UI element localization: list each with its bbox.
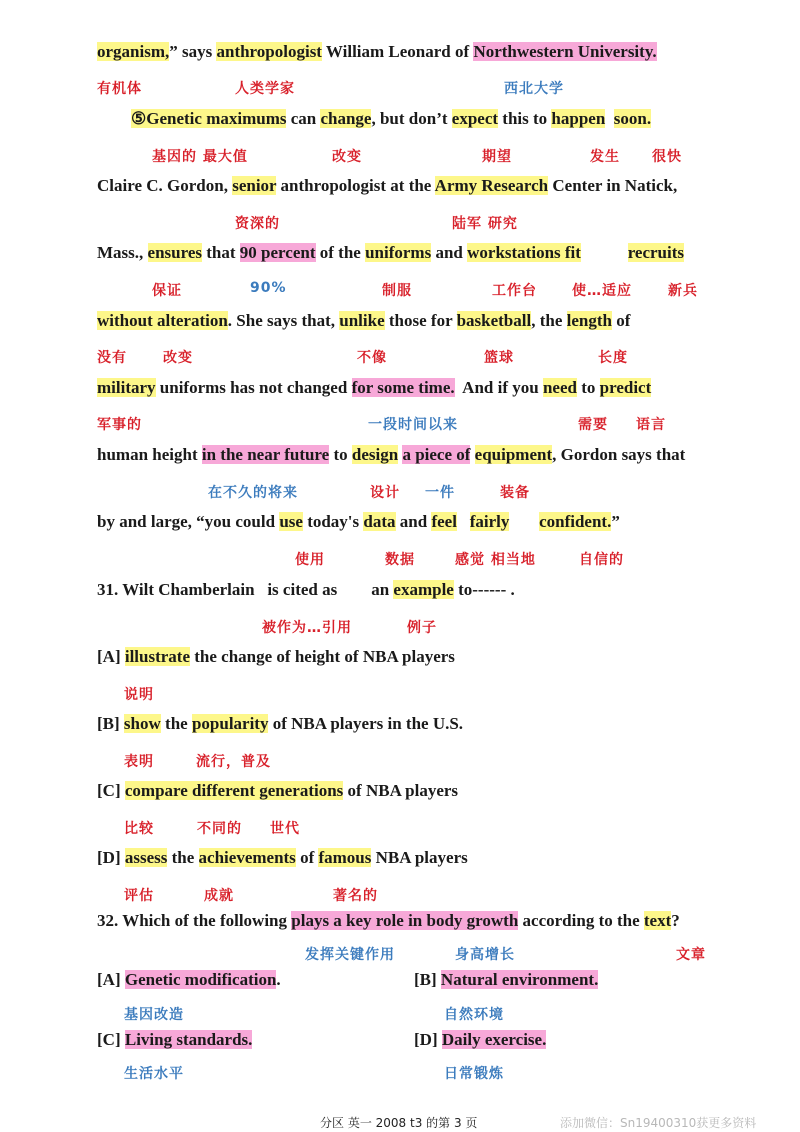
highlighted-phrase: feel <box>431 512 457 531</box>
text-segment: of NBA players <box>343 781 459 800</box>
annotation: 发挥关键作用 <box>305 947 395 963</box>
text-line <box>414 1028 546 1052</box>
annotation: 改变 <box>332 149 362 165</box>
text-segment: according to the <box>518 911 644 930</box>
annotation: 没有 <box>97 350 127 366</box>
highlighted-phrase: plays a key role in body growth <box>291 911 519 930</box>
annotation: 制服 <box>382 283 412 299</box>
highlighted-phrase: change <box>320 109 372 128</box>
annotation: 生活水平 <box>124 1066 184 1082</box>
highlighted-phrase: Natural environment. <box>440 970 599 989</box>
annotation: 使用 <box>295 552 325 568</box>
highlighted-phrase: compare different generations <box>124 781 344 800</box>
annotation: 数据 <box>385 552 415 568</box>
text-segment: [D] <box>97 848 125 867</box>
text-line <box>97 174 677 198</box>
highlighted-phrase: anthropologist <box>216 42 322 61</box>
text-segment: by and large, “you could <box>97 512 280 531</box>
text-segment: [A] <box>97 970 125 989</box>
text-segment: [B] <box>414 970 441 989</box>
annotation: 篮球 <box>484 350 514 366</box>
highlighted-phrase: Northwestern University. <box>473 42 657 61</box>
highlighted-phrase: Daily exercise. <box>441 1030 547 1049</box>
text-line <box>97 712 463 736</box>
annotation: 军事的 <box>97 417 142 433</box>
text-segment <box>509 512 539 531</box>
text-segment: Mass., <box>97 243 148 262</box>
text-line <box>97 510 620 534</box>
highlighted-phrase: workstations fit <box>467 243 581 262</box>
annotation: 一件 <box>425 485 455 501</box>
annotation: 发生 <box>590 149 620 165</box>
highlighted-phrase: organism, <box>97 42 170 61</box>
annotation: 新兵 <box>668 283 698 299</box>
annotation: 例子 <box>407 620 437 636</box>
text-segment: uniforms has not changed <box>155 378 352 397</box>
text-segment: ” says <box>169 42 217 61</box>
highlighted-phrase: soon. <box>613 109 652 128</box>
annotation: 表明 <box>124 754 154 770</box>
highlighted-phrase: Genetic modification <box>124 970 277 989</box>
annotation: 陆军 研究 <box>452 216 518 232</box>
text-segment: [A] <box>97 647 125 666</box>
text-segment: human height <box>97 445 202 464</box>
annotation: 基因的 最大值 <box>152 149 248 165</box>
text-line <box>97 40 657 64</box>
text-segment: today's <box>302 512 364 531</box>
text-segment: 32. Which of the following <box>97 911 292 930</box>
text-line <box>131 107 651 131</box>
text-line <box>97 443 685 467</box>
highlighted-phrase: show <box>123 714 161 733</box>
annotation: 评估 <box>124 888 154 904</box>
text-segment: of NBA players in the U.S. <box>268 714 464 733</box>
highlighted-phrase: achievements <box>198 848 296 867</box>
annotation: 很快 <box>652 149 682 165</box>
annotation: 资深的 <box>235 216 280 232</box>
text-line <box>97 968 281 992</box>
text-line <box>97 309 630 333</box>
annotation: 工作台 <box>492 283 537 299</box>
highlighted-phrase: design <box>351 445 399 464</box>
text-segment <box>581 243 628 262</box>
highlighted-phrase: happen <box>551 109 606 128</box>
annotation: 比较 <box>124 821 154 837</box>
text-segment: those for <box>384 311 457 330</box>
highlighted-phrase: uniforms <box>365 243 432 262</box>
text-segment: of <box>295 848 319 867</box>
text-segment: ? <box>671 911 680 930</box>
highlighted-phrase: ⑤Genetic maximums <box>131 109 287 128</box>
text-segment: can <box>286 109 321 128</box>
text-segment: Claire C. Gordon, <box>97 176 233 195</box>
annotation: 有机体 <box>97 81 142 97</box>
highlighted-phrase: assess <box>124 848 168 867</box>
annotation: 保证 <box>152 283 182 299</box>
annotation: 90% <box>250 280 287 296</box>
annotation: 长度 <box>598 350 628 366</box>
annotation: 语言 <box>636 417 666 433</box>
highlighted-phrase: fairly <box>469 512 510 531</box>
annotation: 基因改造 <box>124 1007 184 1023</box>
highlighted-phrase: predict <box>599 378 652 397</box>
text-segment: of <box>611 311 631 330</box>
highlighted-phrase: text <box>643 911 672 930</box>
text-segment: this to <box>498 109 552 128</box>
text-line <box>97 578 515 602</box>
text-segment: the change of height of NBA players <box>190 647 455 666</box>
text-segment: to------ . <box>453 580 515 599</box>
highlighted-phrase: illustrate <box>124 647 191 666</box>
highlighted-phrase: basketball <box>456 311 532 330</box>
annotation: 流行，普及 <box>196 754 271 770</box>
text-segment: [D] <box>414 1030 442 1049</box>
text-segment: , Gordon says that <box>552 445 686 464</box>
text-segment: to <box>329 445 352 464</box>
text-segment: , the <box>531 311 567 330</box>
text-segment: [C] <box>97 781 125 800</box>
text-line <box>97 909 680 933</box>
text-segment: . <box>276 970 281 989</box>
highlighted-phrase: unlike <box>339 311 385 330</box>
annotation: 在不久的将来 <box>208 485 298 501</box>
highlighted-phrase: Army Research <box>434 176 549 195</box>
highlighted-phrase: expect <box>451 109 499 128</box>
annotation: 改变 <box>163 350 193 366</box>
annotation: 说明 <box>124 687 154 703</box>
text-line <box>97 846 468 870</box>
text-line <box>97 645 455 669</box>
text-segment: and <box>395 512 432 531</box>
text-segment: NBA players <box>371 848 468 867</box>
highlighted-phrase: 90 percent <box>239 243 316 262</box>
text-segment: And if you <box>454 378 543 397</box>
annotation: 使…适应 <box>572 283 632 299</box>
text-segment: to <box>576 378 600 397</box>
highlighted-phrase: recruits <box>627 243 685 262</box>
text-segment <box>605 109 614 128</box>
highlighted-phrase: senior <box>232 176 277 195</box>
text-segment: . She says that, <box>227 311 340 330</box>
annotation: 期望 <box>482 149 512 165</box>
annotation: 设计 <box>370 485 400 501</box>
highlighted-phrase: use <box>279 512 303 531</box>
text-line <box>97 376 651 400</box>
annotation: 自然环境 <box>444 1007 504 1023</box>
annotation: 装备 <box>500 485 530 501</box>
highlighted-phrase: military <box>97 378 156 397</box>
annotation: 自信的 <box>579 552 624 568</box>
highlighted-phrase: need <box>542 378 577 397</box>
annotation: 感觉 相当地 <box>455 552 536 568</box>
text-segment: the <box>160 714 192 733</box>
text-segment: , but don’t <box>371 109 452 128</box>
text-line <box>97 1028 252 1052</box>
text-segment: [B] <box>97 714 124 733</box>
page-number: 分区 英一 2008 t3 的第 3 页 <box>320 1116 478 1130</box>
watermark: 添加微信：Sn19400310获更多资料 <box>560 1116 757 1130</box>
text-segment: ” <box>611 512 620 531</box>
highlighted-phrase: example <box>393 580 454 599</box>
text-segment: 31. Wilt Chamberlain is cited as an <box>97 580 394 599</box>
text-segment: William Leonard of <box>321 42 474 61</box>
annotation: 日常锻炼 <box>444 1066 504 1082</box>
annotation: 不像 <box>357 350 387 366</box>
highlighted-phrase: for some time. <box>351 378 455 397</box>
highlighted-phrase: length <box>566 311 612 330</box>
highlighted-phrase: data <box>363 512 396 531</box>
annotation: 文章 <box>676 947 706 963</box>
annotation: 西北大学 <box>504 81 564 97</box>
annotation: 需要 <box>578 417 608 433</box>
text-segment: anthropologist at the <box>276 176 435 195</box>
annotation: 成就 <box>204 888 234 904</box>
annotation: 被作为…引用 <box>262 620 352 636</box>
text-segment <box>457 512 470 531</box>
annotation: 身高增长 <box>455 947 515 963</box>
highlighted-phrase: ensures <box>147 243 203 262</box>
annotation: 人类学家 <box>235 81 295 97</box>
text-line <box>97 241 684 265</box>
highlighted-phrase: Living standards. <box>124 1030 253 1049</box>
annotation: 世代 <box>270 821 300 837</box>
text-segment: of the <box>315 243 366 262</box>
highlighted-phrase: a piece of <box>402 445 471 464</box>
text-segment: that <box>202 243 240 262</box>
text-line <box>414 968 598 992</box>
text-segment: Center in Natick, <box>548 176 678 195</box>
text-segment: the <box>167 848 199 867</box>
highlighted-phrase: in the near future <box>201 445 330 464</box>
annotation: 一段时间以来 <box>368 417 458 433</box>
highlighted-phrase: confident. <box>539 512 612 531</box>
text-segment: and <box>431 243 468 262</box>
highlighted-phrase: famous <box>318 848 372 867</box>
highlighted-phrase: popularity <box>191 714 269 733</box>
highlighted-phrase: without alteration <box>97 311 228 330</box>
annotation: 不同的 <box>197 821 242 837</box>
annotation: 著名的 <box>333 888 378 904</box>
text-segment: [C] <box>97 1030 125 1049</box>
highlighted-phrase: equipment <box>474 445 553 464</box>
text-line <box>97 779 458 803</box>
